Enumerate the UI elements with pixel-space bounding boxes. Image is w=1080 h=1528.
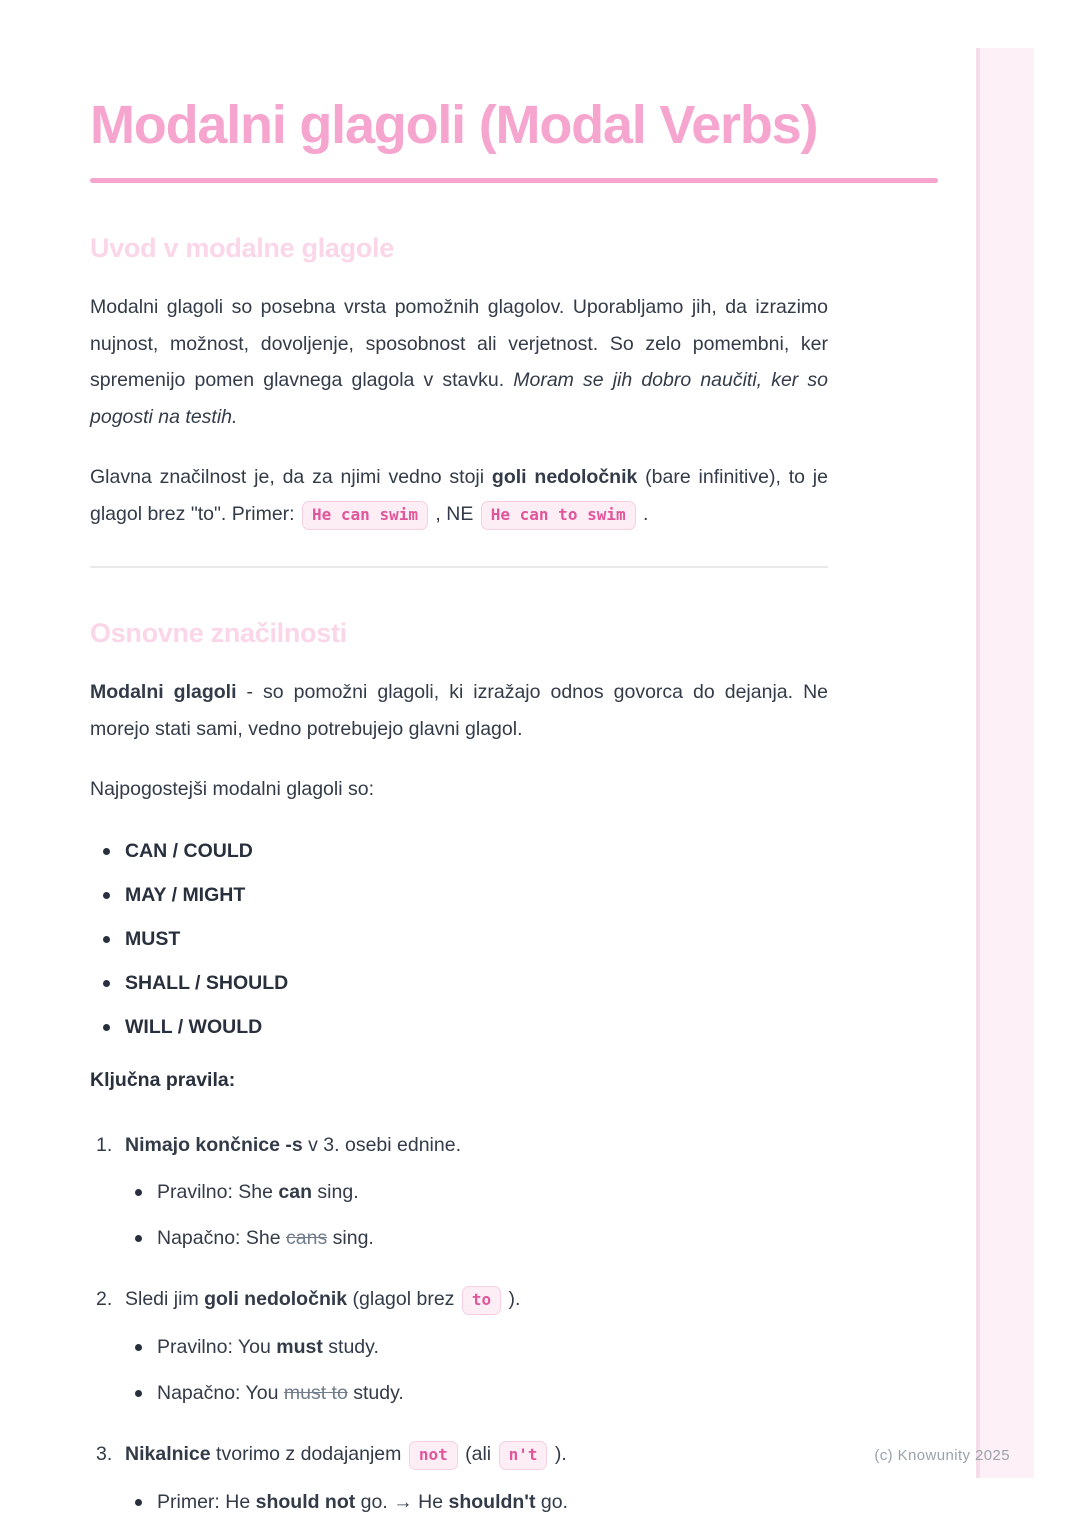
rule-item <box>90 1130 828 1252</box>
section-heading-basics: Osnovne značilnosti <box>90 618 347 648</box>
modal-verb-label: CAN / COULD <box>125 839 253 862</box>
section-basics <box>90 616 828 1516</box>
text-segment: go. → He <box>355 1491 449 1513</box>
rule-example <box>125 1380 828 1407</box>
example-text <box>157 1491 568 1513</box>
rule-text <box>125 1288 520 1310</box>
text-segment: goli nedoločnik <box>491 466 638 488</box>
text-segment: Moram se jih dobro naučiti, ker so pogosti na testih. <box>90 369 829 428</box>
rule-example <box>125 1489 828 1516</box>
modal-verb-label: WILL / WOULD <box>125 1015 263 1038</box>
inline-code-chip: not <box>409 1441 458 1470</box>
text-segment: must to <box>283 1382 348 1404</box>
rule-example <box>125 1334 828 1361</box>
title-divider <box>90 178 938 183</box>
text-segment: goli nedoločnik <box>204 1288 348 1310</box>
text-segment: can <box>278 1181 313 1203</box>
text-segment: ). <box>549 1443 567 1465</box>
section-intro <box>90 231 828 532</box>
document-content <box>90 231 828 1516</box>
text-segment: . <box>637 502 649 525</box>
text-segment: Primer: He <box>157 1491 256 1513</box>
example-text <box>157 1336 379 1358</box>
text-segment: should not <box>255 1491 356 1513</box>
text-segment: Napačno: You <box>157 1382 284 1404</box>
paragraph-basics-2: Najpogostejši modalni glagoli so: <box>90 778 374 800</box>
decorative-side-stripe <box>976 48 1034 1478</box>
example-text <box>157 1382 404 1404</box>
modal-verbs-list <box>90 841 828 1038</box>
text-segment: sing. <box>312 1181 359 1203</box>
example-text <box>157 1181 359 1203</box>
text-segment: Modalni glagoli so posebna vrsta pomožnih glagolov. Uporabljamo jih, da izrazimo nujnost, možnost, dovoljenje, sposobnost ali verjetnost. So zelo pomembni, ker spremenijo pomen glavnega glagola v stavku. <box>90 296 828 391</box>
rule-text <box>125 1443 567 1465</box>
text-segment: Glavna značilnost je, da za njimi vedno stoji <box>90 466 492 488</box>
text-segment: go. <box>535 1491 568 1513</box>
modal-verb-item <box>90 973 828 994</box>
rules-label: Ključna pravila: <box>90 1068 236 1091</box>
inline-code-chip: to <box>462 1286 501 1315</box>
rule-example <box>125 1225 828 1252</box>
text-segment: study. <box>347 1382 404 1404</box>
rule-item <box>90 1439 828 1516</box>
text-segment: (glagol brez <box>347 1288 460 1310</box>
rule-examples <box>125 1489 828 1516</box>
text-segment: (ali <box>459 1443 497 1465</box>
rule-examples <box>125 1334 828 1407</box>
inline-code-chip: He can to swim <box>481 501 636 530</box>
modal-verb-label: SHALL / SHOULD <box>125 971 289 994</box>
section-heading-intro: Uvod v modalne glagole <box>90 233 394 263</box>
text-segment: Modalni glagoli <box>90 681 237 703</box>
text-segment: Napačno: She <box>157 1227 287 1249</box>
text-segment: Pravilno: You <box>157 1336 277 1358</box>
text-segment: shouldn't <box>448 1491 536 1513</box>
text-segment: cans <box>286 1227 328 1249</box>
rules-list <box>90 1130 828 1516</box>
text-segment: study. <box>322 1336 379 1358</box>
document-page <box>90 0 938 1516</box>
rule-example <box>125 1179 828 1206</box>
paragraph-intro-1 <box>90 289 828 435</box>
text-segment: Pravilno: She <box>157 1181 279 1203</box>
text-segment: Nimajo končnice -s <box>125 1134 303 1156</box>
text-segment: - so pomožni glagoli, ki izražajo odnos govorca do dejanja. Ne morejo stati sami, vedno potrebujejo glavni glagol. <box>90 681 828 740</box>
text-segment: v 3. osebi ednine. <box>302 1134 461 1156</box>
modal-verb-item <box>90 929 828 950</box>
copyright-footer: (c) Knowunity 2025 <box>874 1447 1010 1464</box>
rule-examples <box>125 1179 828 1252</box>
section-divider <box>90 566 828 568</box>
text-segment: tvorimo z dodajanjem <box>210 1443 407 1465</box>
example-text <box>157 1227 374 1249</box>
text-segment: ). <box>503 1288 521 1310</box>
paragraph-intro-2 <box>90 459 828 532</box>
text-segment: , NE <box>429 502 479 525</box>
rule-item <box>90 1284 828 1407</box>
modal-verb-item <box>90 885 828 906</box>
text-segment: sing. <box>327 1227 374 1249</box>
modal-verb-item <box>90 841 828 862</box>
text-segment: (bare infinitive), to je glagol brez "to". Primer: <box>90 466 828 525</box>
text-segment: Nikalnice <box>125 1443 211 1465</box>
page-title: Modalni glagoli (Modal Verbs) <box>90 95 818 155</box>
text-segment: must <box>276 1336 323 1358</box>
inline-code-chip: n't <box>499 1441 548 1470</box>
modal-verb-item <box>90 1017 828 1038</box>
paragraph-basics-1 <box>90 674 828 747</box>
text-segment: Sledi jim <box>125 1288 205 1310</box>
inline-code-chip: He can swim <box>302 501 428 530</box>
modal-verb-label: MUST <box>125 927 181 950</box>
rule-text <box>125 1134 461 1156</box>
modal-verb-label: MAY / MIGHT <box>125 883 246 906</box>
